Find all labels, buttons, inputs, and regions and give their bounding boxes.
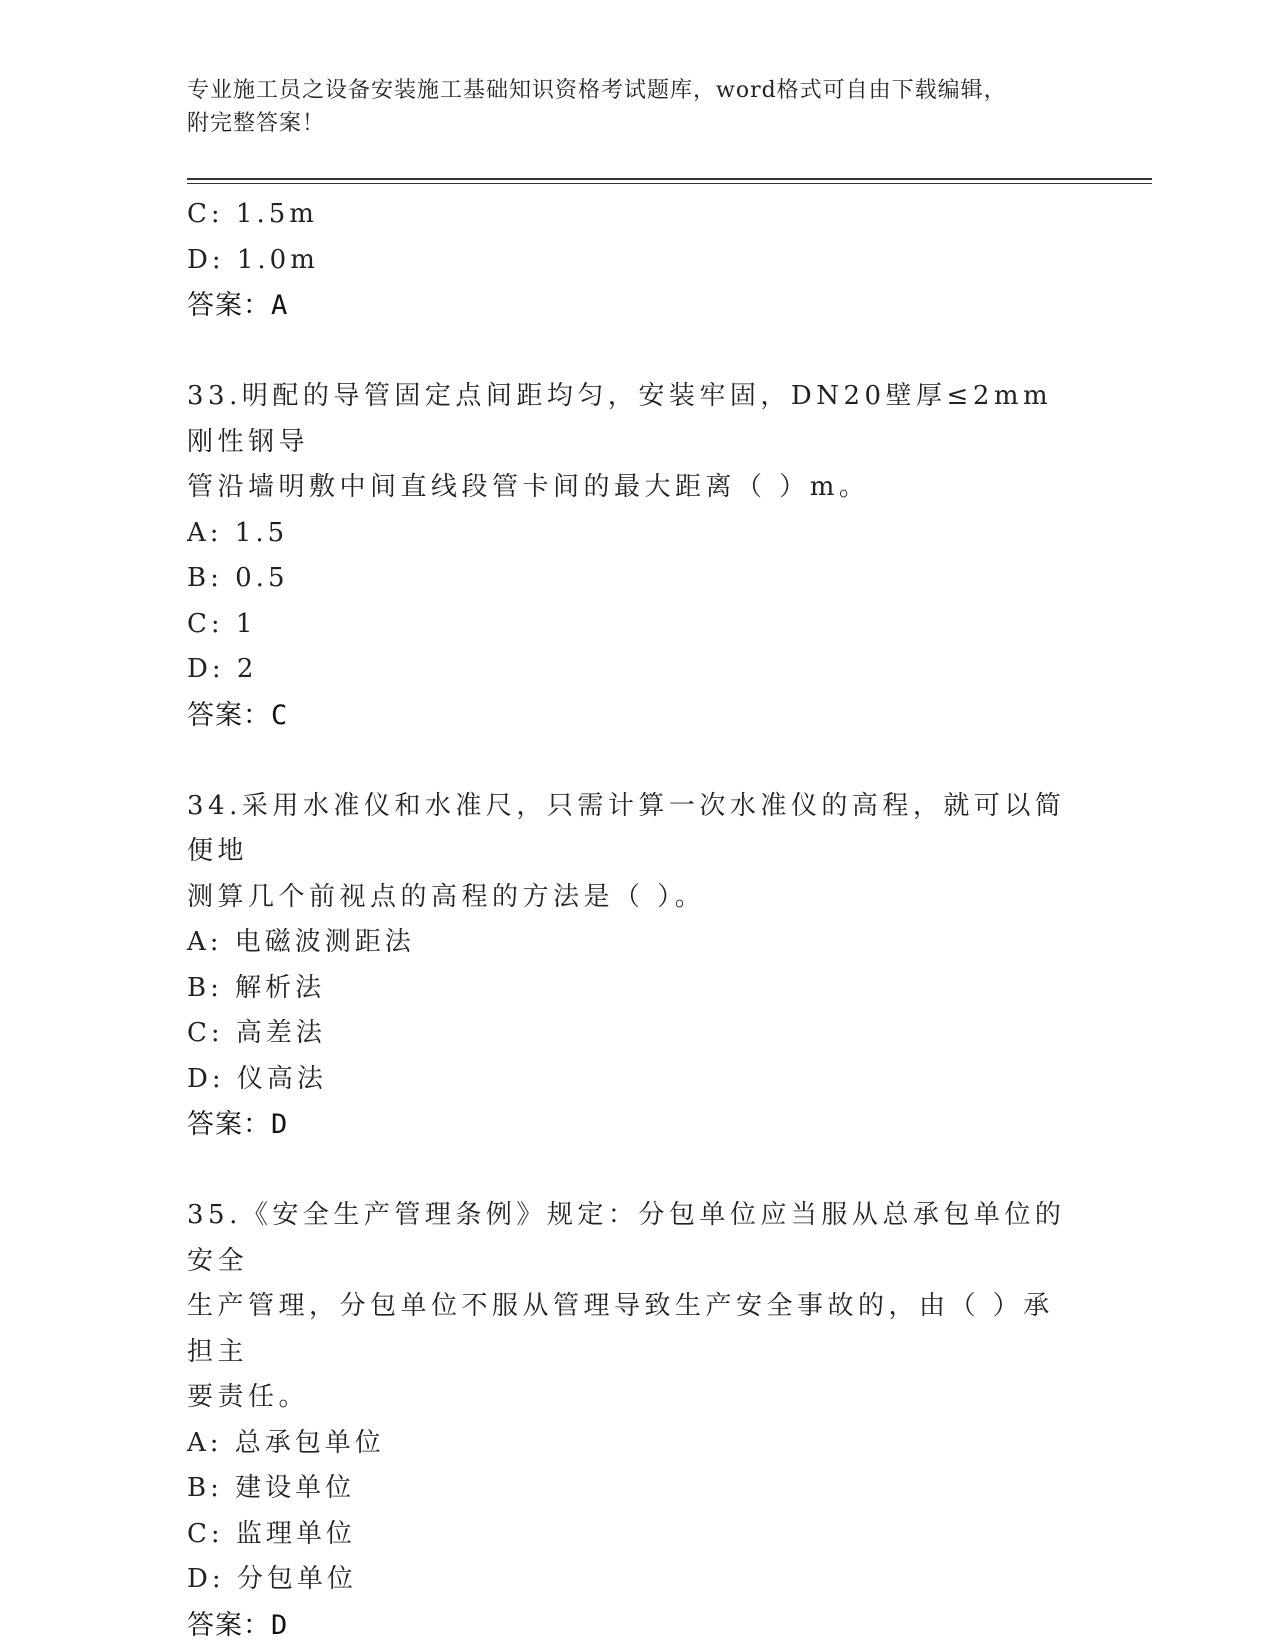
- option-b: B: 解析法: [187, 972, 326, 1003]
- option-d: D: 2: [187, 654, 258, 684]
- question-stem-line: 要责任。: [187, 1382, 310, 1412]
- question-stem-line: 35.《安全生产管理条例》规定：分包单位应当服从总承包单位的安全: [187, 1200, 1066, 1276]
- header-divider-thick: [187, 178, 1152, 180]
- question-33: [187, 374, 1087, 738]
- option-d: D: 仪高法: [187, 1063, 327, 1094]
- document-header: [187, 74, 1087, 140]
- option-b: B: 0.5: [187, 563, 289, 593]
- spacer: [187, 329, 1087, 375]
- question-stem-line: 管沿墙明敷中间直线段管卡间的最大距离（ ）m。: [187, 472, 870, 502]
- question-35: [187, 1193, 1087, 1648]
- option-c: C: 1: [187, 608, 257, 639]
- spacer: [187, 738, 1087, 784]
- question-stem-line: 测算几个前视点的高程的方法是（ ）。: [187, 881, 706, 912]
- option-d: D: 1.0m: [187, 244, 319, 275]
- header-line-1: 专业施工员之设备安装施工基础知识资格考试题库，word格式可自由下载编辑，: [187, 78, 1007, 103]
- option-a: A: 1.5: [187, 517, 289, 548]
- question-34: [187, 784, 1087, 1148]
- question-stem-line: 33.明配的导管固定点间距均匀，安装牢固，DN20壁厚≤2mm刚性钢导: [187, 381, 1053, 457]
- answer-line: 答案：C: [187, 699, 289, 731]
- option-a: A: 电磁波测距法: [187, 927, 415, 957]
- option-d: D: 分包单位: [187, 1564, 357, 1594]
- header-divider-thin: [187, 183, 1152, 184]
- previous-question-tail: [187, 192, 1087, 329]
- question-stem-line: 34.采用水准仪和水准尺，只需计算一次水准仪的高程，就可以简便地: [187, 790, 1066, 866]
- answer-line: 答案：D: [187, 1109, 289, 1140]
- option-a: A: 总承包单位: [187, 1427, 385, 1458]
- question-list: [187, 192, 1087, 1648]
- header-line-2: 附完整答案！: [187, 111, 326, 136]
- answer-line: 答案：D: [187, 1609, 289, 1641]
- option-c: C: 监理单位: [187, 1518, 356, 1549]
- spacer: [187, 1148, 1087, 1194]
- option-b: B: 建设单位: [187, 1473, 356, 1503]
- option-c: C: 1.5m: [187, 199, 318, 229]
- question-stem-line: 生产管理，分包单位不服从管理导致生产安全事故的，由（ ）承担主: [187, 1291, 1054, 1367]
- answer-line: 答案：A: [187, 290, 289, 321]
- option-c: C: 高差法: [187, 1018, 326, 1048]
